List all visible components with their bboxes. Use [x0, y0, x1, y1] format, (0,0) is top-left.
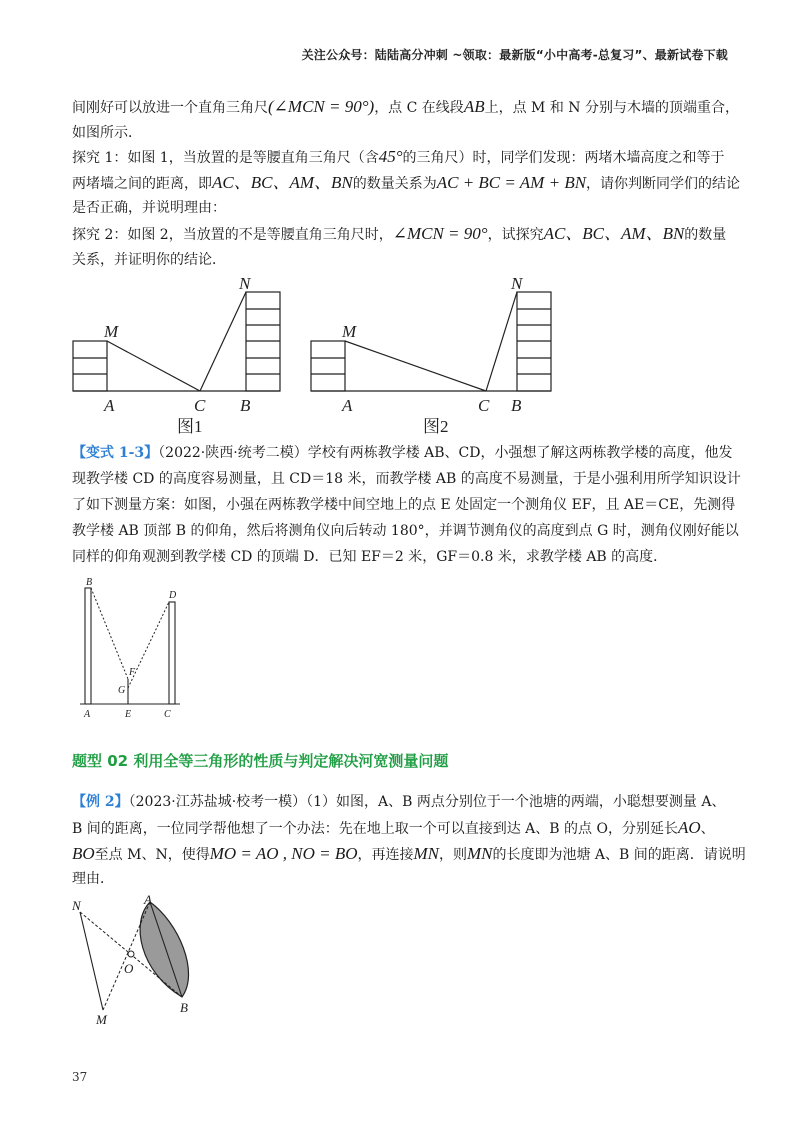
text-line: [72, 97, 739, 118]
text-line: 关系，并证明你的结论．: [72, 252, 226, 268]
label-e: E: [125, 709, 132, 720]
text-line: 是否正确，并说明理由：: [72, 200, 226, 216]
math: AB: [463, 97, 485, 116]
page-number: 37: [72, 1070, 88, 1084]
label-d: D: [169, 590, 177, 601]
text: ，则: [438, 847, 467, 863]
figure-walls: [0, 265, 800, 440]
building-cd: [169, 602, 175, 704]
segment-mc: [107, 341, 200, 391]
segment-cn: [200, 292, 246, 391]
text: ，请你判断同学们的结论: [586, 176, 741, 192]
math: MN: [466, 844, 493, 863]
example-tag: 【例 2】: [72, 794, 129, 810]
math: (∠MCN = 90°): [268, 97, 375, 116]
text: 、: [700, 821, 715, 837]
text: （2022·陕西·统考二模）学校有两栋教学楼 AB、CD，小强想了解这两栋教学楼的高度，他发: [158, 445, 733, 461]
segment-cn: [486, 292, 517, 391]
text-line: 同样的仰角观测到教学楼 CD 的顶端 D．已知 EF＝2 米，GF＝0.8 米，求教学楼 AB 的高度．: [72, 549, 668, 565]
figure-pond: [60, 892, 210, 1032]
text-line: 了如下测量方案：如图，小强在两栋教学楼中间空地上的点 E 处固定一个测角仪 EF，且 AE＝CE，先测得: [72, 497, 736, 513]
text-line: 教学楼 AB 顶部 B 的仰角，然后将测角仪向后转动 180°，并调节测角仪的高度到点 G 时，测角仪刚好能以: [72, 523, 739, 539]
text-line: [72, 818, 715, 839]
label-c: C: [164, 709, 171, 720]
label-m: M: [342, 322, 357, 341]
label-n: N: [72, 898, 81, 913]
text: ，点 C 在线段: [374, 100, 464, 116]
text-line: [72, 844, 746, 865]
text-line: [72, 443, 732, 463]
page-header: 关注公众号：陆陆高分冲刺 ~领取：最新版“小中高考-总复习”、最新试卷下载: [301, 48, 728, 62]
segment-am: [103, 902, 150, 1010]
label-m: M: [104, 322, 119, 341]
text: 间刚好可以放进一个直角三角尺: [72, 100, 268, 116]
caption-fig2: 图2: [423, 417, 449, 436]
text: 的数量: [684, 227, 727, 243]
label-f: F: [129, 667, 136, 678]
label-a: A: [104, 396, 115, 415]
text-line: [72, 173, 740, 194]
figure-2: [311, 292, 551, 391]
text: 探究 2：如图 2，当放置的不是等腰直角三角尺时，: [72, 227, 393, 243]
math: AC、BC、AM、BN: [212, 173, 353, 192]
text-line: 理由．: [72, 871, 114, 887]
figure-buildings: [60, 572, 200, 722]
label-b: B: [180, 1000, 188, 1015]
text: 探究 1：如图 1，当放置的是等腰直角三角尺（含: [72, 150, 379, 166]
text: 至点 M、N，使得: [94, 847, 210, 863]
math: 45°: [378, 147, 403, 166]
segment-mc: [345, 341, 486, 391]
section-title: 题型 02 利用全等三角形的性质与判定解决河宽测量问题: [72, 752, 449, 770]
text: B 间的距离，一位同学帮他想了一个办法：先在地上取一个可以直接到达 A、B 的点 O，分别延长: [72, 821, 678, 837]
label-a: A: [342, 396, 353, 415]
text-line: 如图所示．: [72, 125, 142, 141]
text-line: [72, 224, 726, 245]
left-wall: [73, 341, 107, 391]
label-b: B: [86, 577, 93, 588]
label-b: B: [511, 396, 522, 415]
math: MN: [413, 844, 439, 863]
text: ，再连接: [357, 847, 414, 863]
text-line: [72, 792, 725, 812]
label-c: C: [478, 396, 490, 415]
exercise-tag: 【变式 1-3】: [72, 445, 159, 461]
figure-1: [73, 292, 280, 391]
text: ，试探究: [487, 227, 544, 243]
text: 两堵墙之间的距离，即: [72, 176, 212, 192]
math: AO: [677, 818, 701, 837]
point-o: [128, 951, 134, 957]
text: 的数量关系为: [352, 176, 437, 192]
text: （2023·江苏盐城·校考一模）（1）如图，A、B 两点分别位于一个池塘的两端，小聪想要测量 A、: [128, 794, 726, 810]
left-wall: [311, 341, 345, 391]
label-n: N: [511, 274, 523, 293]
text: 的长度即为池塘 A、B 间的距离．请说明: [492, 847, 746, 863]
label-a: A: [144, 892, 152, 907]
sight-line-fb: [91, 588, 128, 679]
building-ab: [85, 588, 91, 704]
text: 上，点 M 和 N 分别与木墙的顶端重合，: [484, 100, 739, 116]
label-a: A: [84, 709, 91, 720]
math: MO = AO , NO = BO: [209, 844, 358, 863]
segment-nm: [80, 912, 103, 1010]
text-line: [72, 147, 725, 168]
math: AC、BC、AM、BN: [543, 224, 685, 243]
label-g: G: [118, 685, 126, 696]
label-m: M: [96, 1012, 107, 1027]
text-line: 现教学楼 CD 的高度容易测量，且 CD＝18 米，而教学楼 AB 的高度不易测量，于是小强利用所学知识设计: [72, 471, 741, 487]
label-o: O: [124, 961, 134, 976]
math: BO: [72, 844, 95, 863]
label-c: C: [194, 396, 206, 415]
math: AC + BC = AM + BN: [436, 173, 587, 192]
label-b: B: [240, 396, 251, 415]
label-n: N: [239, 274, 251, 293]
math: ∠MCN = 90°: [392, 224, 488, 243]
text: 的三角尺）时，同学们发现：两堵木墙高度之和等于: [402, 150, 725, 166]
caption-fig1: 图1: [177, 417, 203, 436]
